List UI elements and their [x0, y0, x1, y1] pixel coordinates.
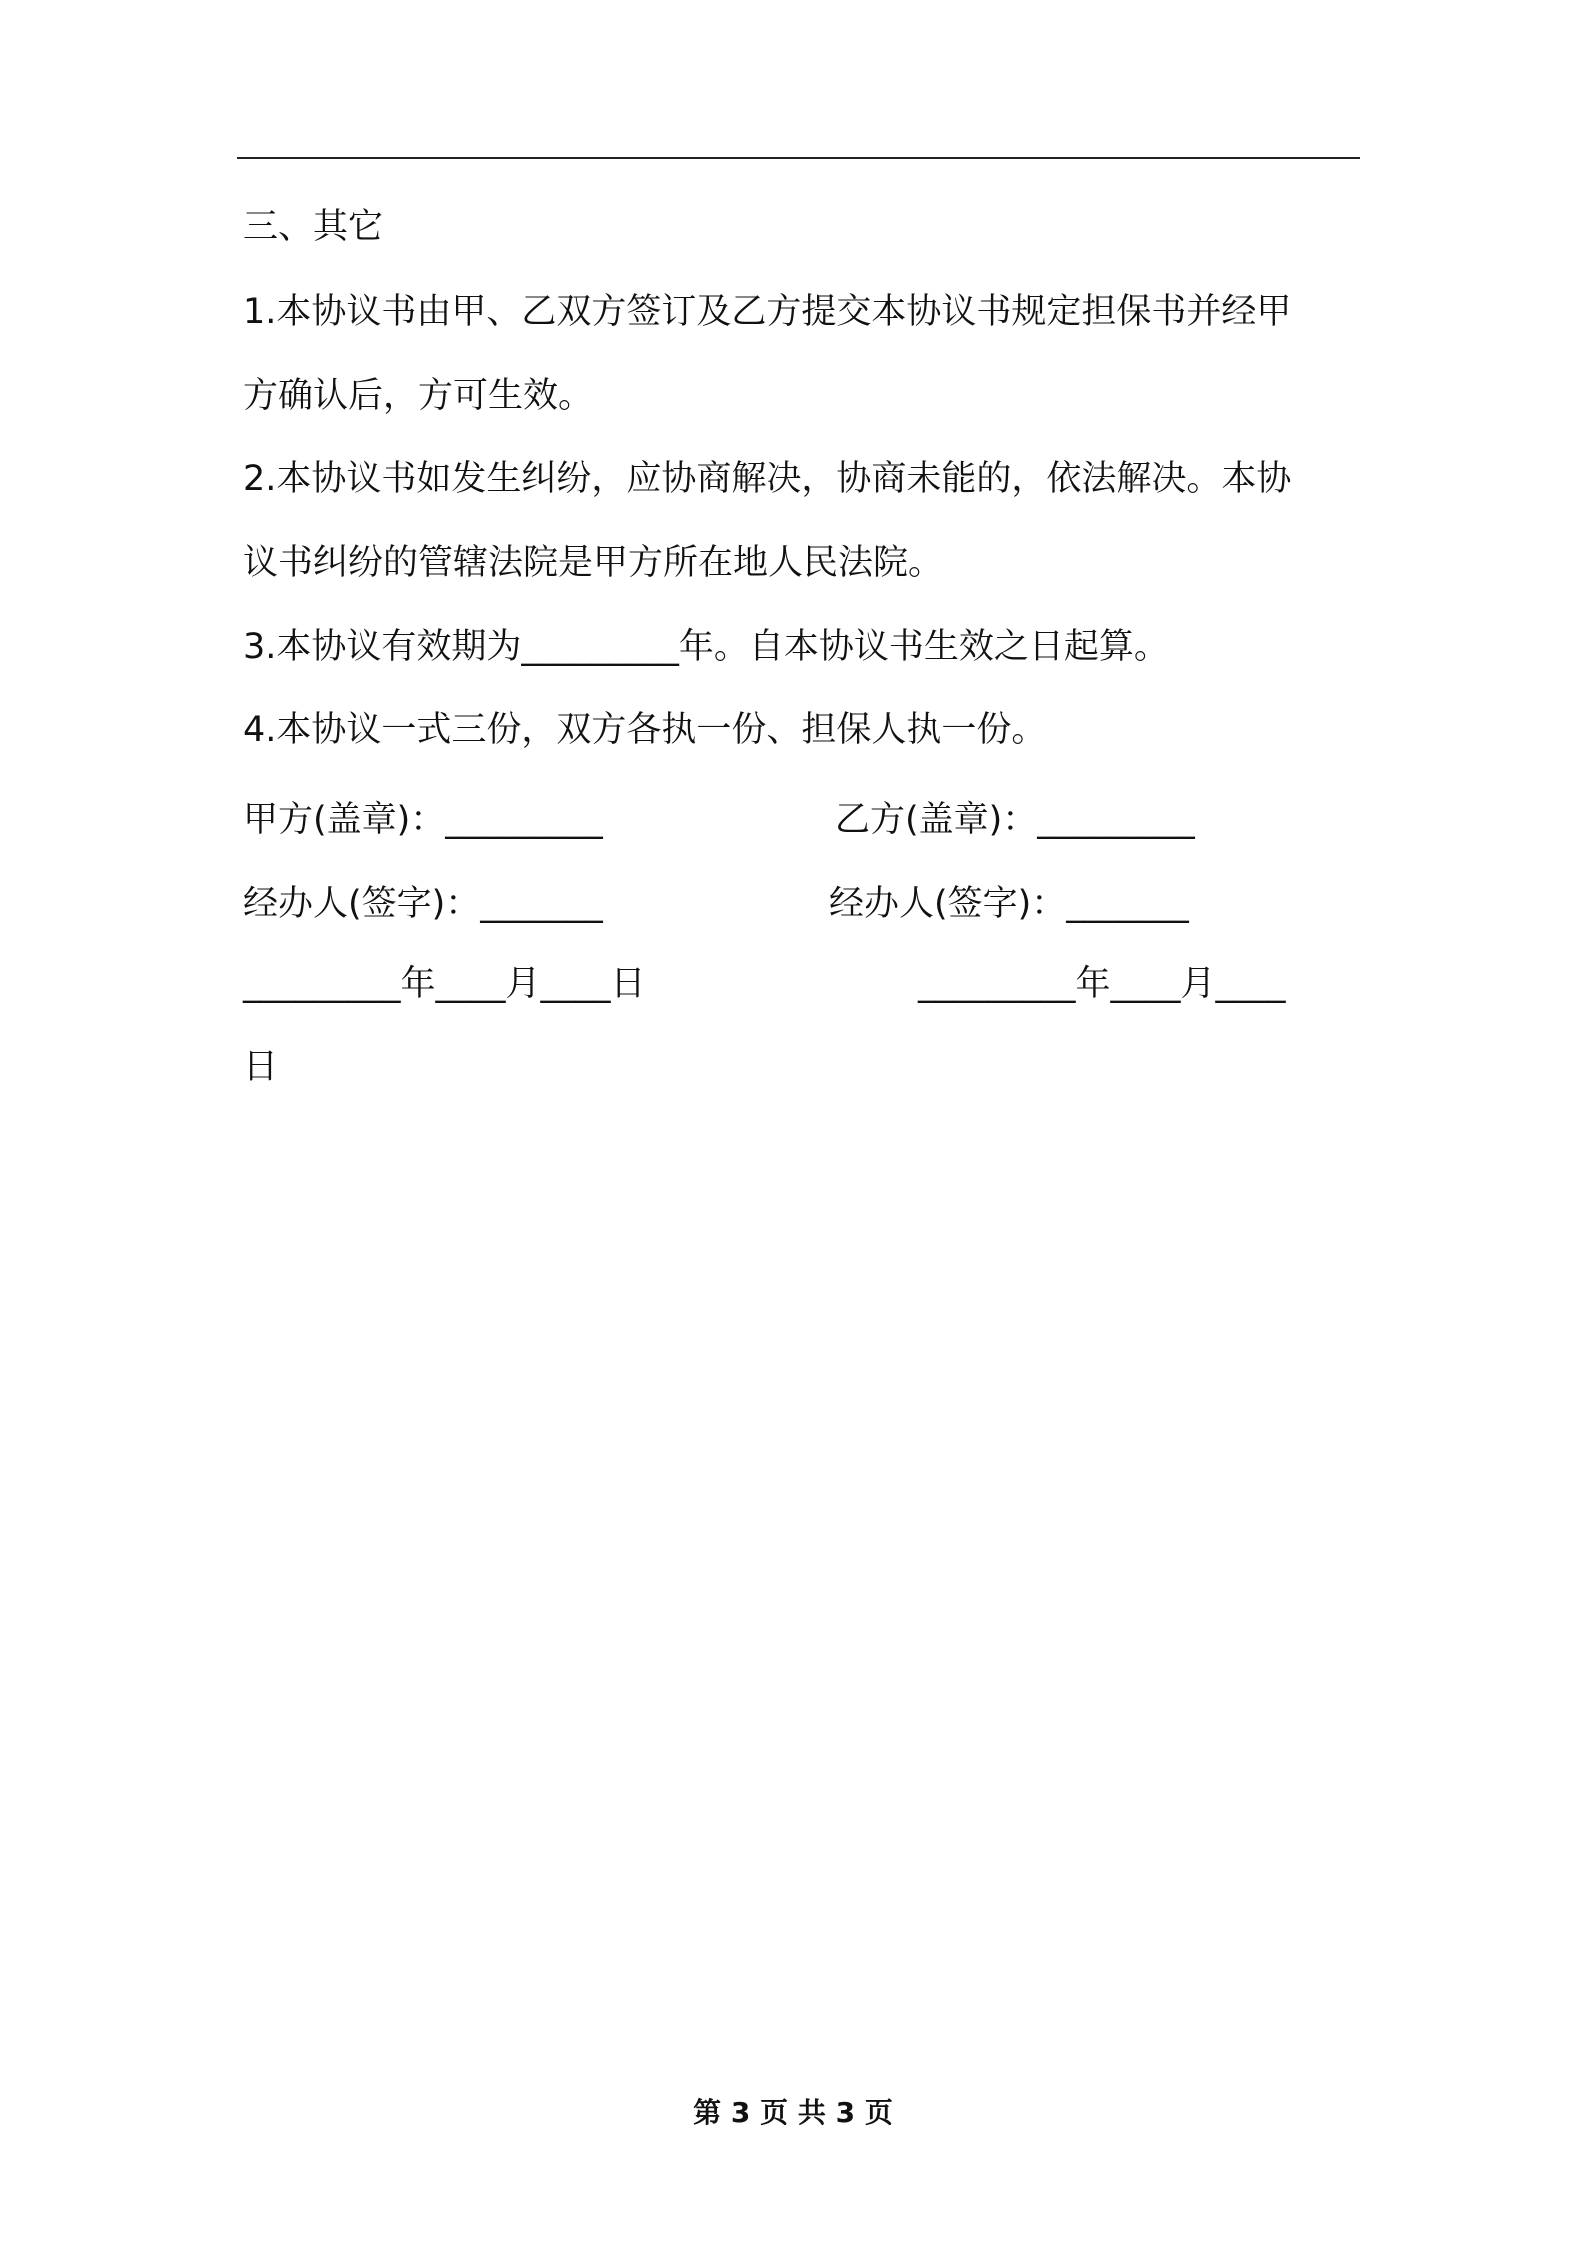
clause-1-line-2: 方确认后，方可生效。 — [243, 376, 594, 416]
clause-1-line-1: 1.本协议书由甲、乙双方签订及乙方提交本协议书规定担保书并经甲 — [243, 292, 1292, 332]
party-b-date-wrap: 日 — [243, 1047, 279, 1087]
clause-4: 4.本协议一式三份，双方各执一份、担保人执一份。 — [243, 710, 1047, 750]
section-title: 三、其它 — [243, 207, 384, 247]
party-b-seal-field: 乙方(盖章)：_________ — [835, 800, 1195, 840]
party-a-seal-field: 甲方(盖章)：_________ — [243, 800, 603, 840]
party-b-agent-field: 经办人(签字)：_______ — [829, 884, 1189, 924]
clause-2-line-2: 议书纠纷的管辖法院是甲方所在地人民法院。 — [243, 543, 944, 583]
clause-3: 3.本协议有效期为_________年。自本协议书生效之日起算。 — [243, 627, 1169, 667]
party-b-date-field: _________年____月____ — [918, 964, 1286, 1004]
party-a-date-field: _________年____月____日 — [243, 964, 646, 1004]
header-rule — [237, 157, 1360, 159]
page-number-footer: 第 3 页 共 3 页 — [693, 2096, 893, 2129]
party-a-agent-field: 经办人(签字)：_______ — [243, 884, 603, 924]
clause-2-line-1: 2.本协议书如发生纠纷，应协商解决，协商未能的，依法解决。本协 — [243, 459, 1292, 499]
